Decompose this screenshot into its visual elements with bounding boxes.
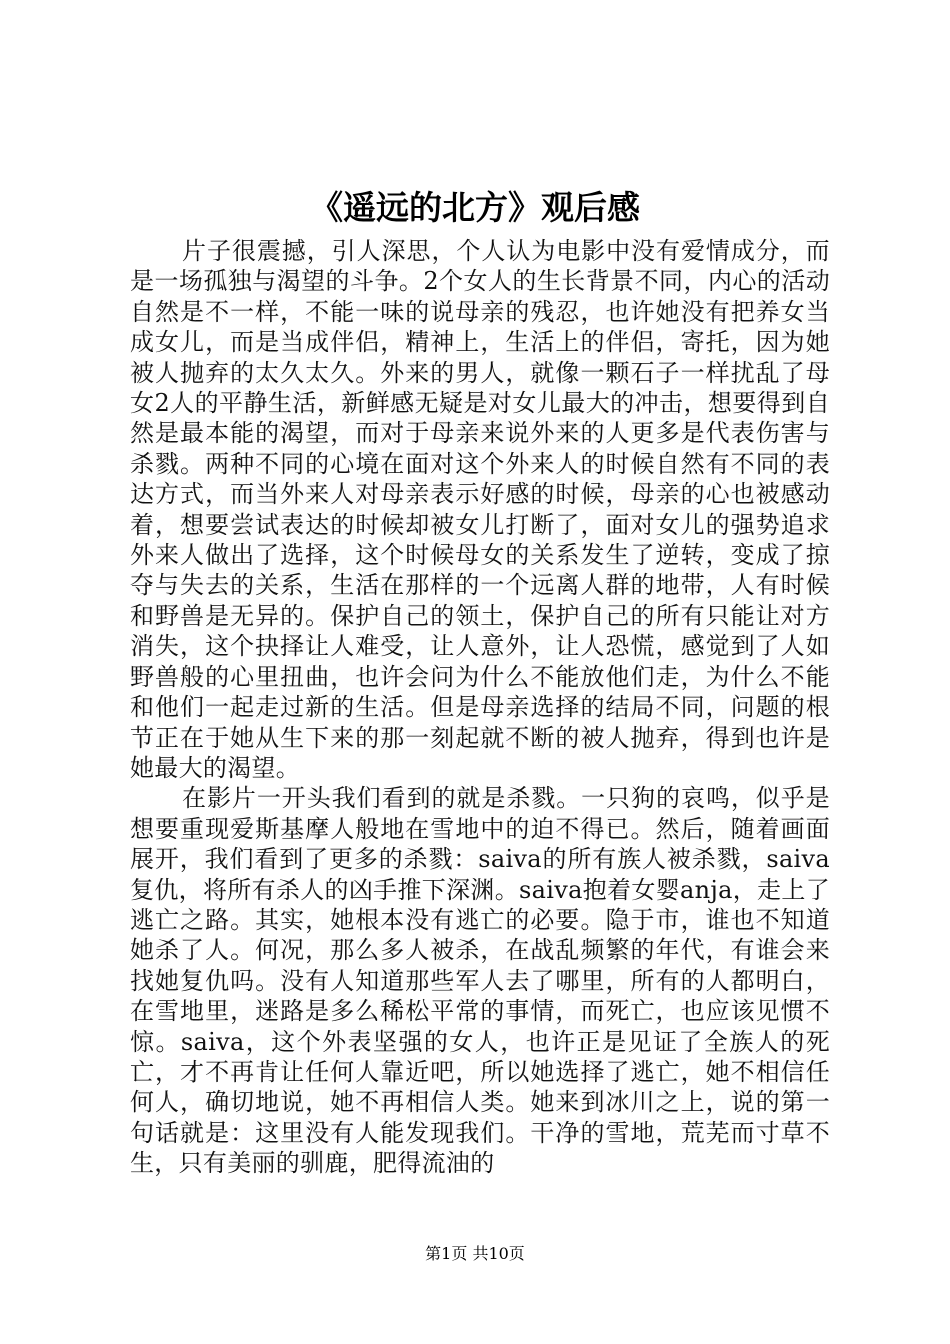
document-body [130, 236, 830, 1179]
document-title: 《遥远的北方》观后感 [310, 188, 640, 227]
page-number-footer: 第1页 共10页 [425, 1244, 525, 1263]
paragraph: 片子很震撼，引人深思，个人认为电影中没有爱情成分，而是一场孤独与渴望的斗争。2个女人的生长背景不同，内心的活动自然是不一样，不能一味的说母亲的残忍，也许她没有把养女当成女儿，而是当成伴侣，精神上，生活上的伴侣，寄托，因为她被人抛弃的太久太久。外来的男人，就像一颗石子一样扰乱了母女2人的平静生活，新鲜感无疑是对女儿最大的冲击，想要得到自然是最本能的渴望，而对于母亲来说外来的人更多是代表伤害与杀戮。两种不同的心境在面对这个外来人的时候自然有不同的表达方式，而当外来人对母亲表示好感的时候，母亲的心也被感动着，想要尝试表达的时候却被女儿打断了，面对女儿的强势追求外来人做出了选择，这个时候母女的关系发生了逆转，变成了掠夺与失去的关系，生活在那样的一个远离人群的地带，人有时候和野兽是无异的。保护自己的领土，保护自己的所有只能让对方消失，这个抉择让人难受，让人意外，让人恐慌，感觉到了人如野兽般的心里扭曲，也许会问为什么不能放他们走，为什么不能和他们一起走过新的生活。但是母亲选择的结局不同，问题的根节正在于她从生下来的那一刻起就不断的被人抛弃，得到也许是她最大的渴望。 [130, 237, 830, 782]
paragraph: 在影片一开头我们看到的就是杀戮。一只狗的哀鸣，似乎是想要重现爱斯基摩人般地在雪地中的迫不得已。然后，随着画面展开，我们看到了更多的杀戮：saiva的所有族人被杀戮，saiva复仇，将所有杀人的凶手推下深渊。saiva抱着女婴anja，走上了逃亡之路。其实，她根本没有逃亡的必要。隐于市，谁也不知道她杀了人。何况，那么多人被杀，在战乱频繁的年代，有谁会来找她复仇吗。没有人知道那些军人去了哪里，所有的人都明白，在雪地里，迷路是多么稀松平常的事情，而死亡，也应该见惯不惊。saiva，这个外表坚强的女人，也许正是见证了全族人的死亡，才不再肯让任何人靠近吧，所以她选择了逃亡，她不相信任何人，确切地说，她不再相信人类。她来到冰川之上，说的第一句话就是：这里没有人能发现我们。干净的雪地，荒芜而寸草不生，只有美丽的驯鹿，肥得流油的 [130, 784, 830, 1178]
